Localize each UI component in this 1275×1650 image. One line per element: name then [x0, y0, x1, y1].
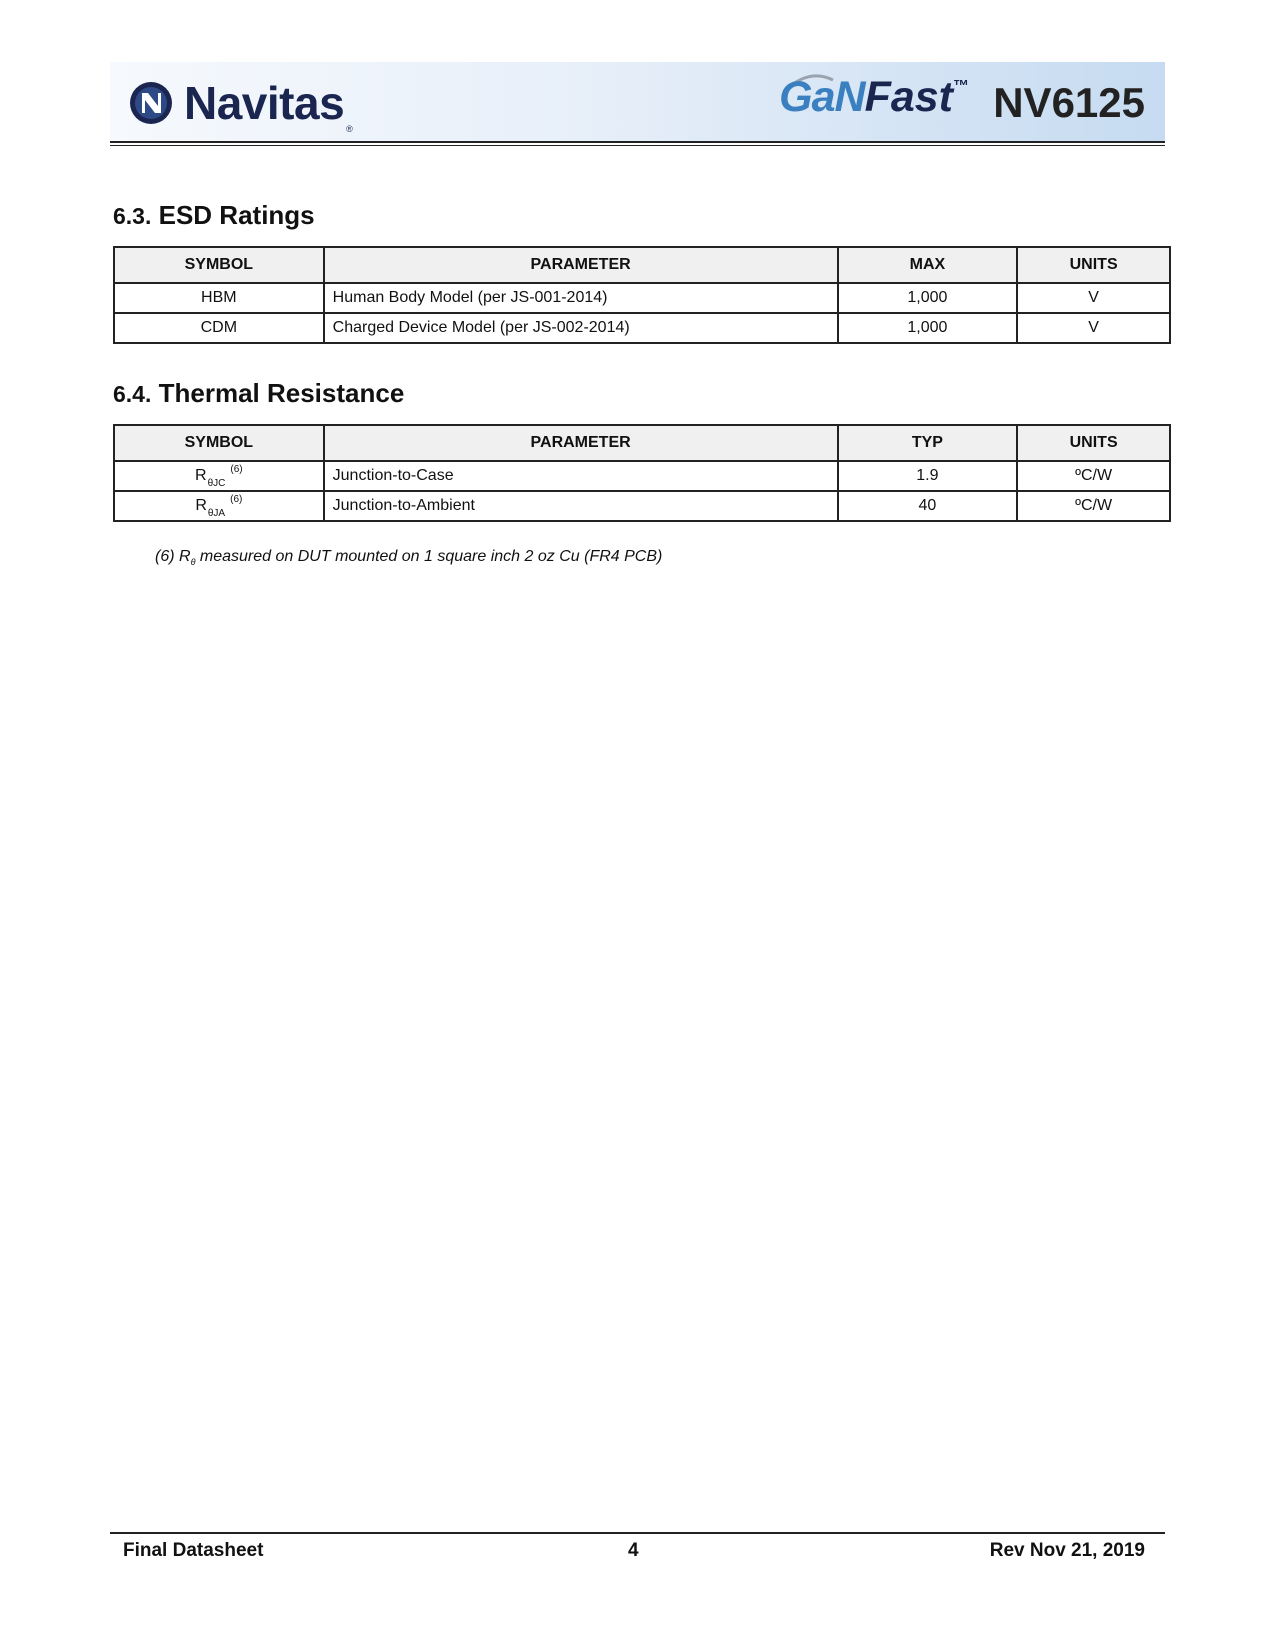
cell-units: ºC/W [1017, 491, 1170, 521]
column-header-units: UNITS [1017, 425, 1170, 461]
column-header-parameter: PARAMETER [324, 425, 838, 461]
navitas-logo [128, 77, 353, 134]
footnote-text: measured on DUT mounted on 1 square inch 2 oz Cu (FR4 PCB) [195, 548, 663, 565]
cell-max: 1,000 [838, 283, 1018, 313]
navitas-logo-text: Navitas [184, 77, 345, 129]
cell-max: 1,000 [838, 313, 1018, 343]
thermal-resistance-table [113, 424, 1171, 522]
esd-ratings-table [113, 246, 1171, 344]
table-row [114, 491, 1170, 521]
cell-symbol [114, 461, 324, 491]
column-header-units: UNITS [1017, 247, 1170, 283]
esd-section-number: 6.3. [113, 203, 152, 229]
cell-units: V [1017, 283, 1170, 313]
table-header-row [114, 247, 1170, 283]
footer-rule [110, 1532, 1165, 1534]
trademark-mark: ™ [953, 78, 969, 95]
esd-section-title: ESD Ratings [158, 200, 315, 230]
cell-units: V [1017, 313, 1170, 343]
ganfast-logo [779, 73, 969, 121]
cell-typ: 1.9 [838, 461, 1018, 491]
cell-typ: 40 [838, 491, 1018, 521]
table-row [114, 313, 1170, 343]
column-header-symbol: SYMBOL [114, 247, 324, 283]
table-header-row [114, 425, 1170, 461]
cell-parameter: Human Body Model (per JS-001-2014) [324, 283, 838, 313]
symbol-footnote-ref: (6) [230, 494, 243, 505]
cell-symbol: CDM [114, 313, 324, 343]
thermal-section-heading [113, 378, 404, 409]
header-rule [110, 141, 1165, 143]
symbol-main: R [195, 497, 207, 514]
footnote-prefix: (6) R [155, 548, 191, 565]
symbol-main: R [195, 467, 207, 484]
header-rule-thin [110, 145, 1165, 146]
cell-parameter: Charged Device Model (per JS-002-2014) [324, 313, 838, 343]
cell-parameter: Junction-to-Ambient [324, 491, 838, 521]
cell-parameter: Junction-to-Case [324, 461, 838, 491]
ganfast-gan: GaN [779, 73, 865, 121]
footnote [155, 548, 662, 566]
table-row [114, 283, 1170, 313]
esd-section-heading [113, 200, 315, 231]
cell-units: ºC/W [1017, 461, 1170, 491]
table-row [114, 461, 1170, 491]
column-header-typ: TYP [838, 425, 1018, 461]
footer-doc-status: Final Datasheet [123, 1540, 264, 1561]
thermal-section-number: 6.4. [113, 381, 152, 407]
symbol-footnote-ref: (6) [230, 464, 243, 475]
cell-symbol: HBM [114, 283, 324, 313]
thermal-section-title: Thermal Resistance [158, 378, 405, 408]
footer-page-number: 4 [628, 1540, 639, 1561]
column-header-max: MAX [838, 247, 1018, 283]
header-banner [110, 62, 1165, 142]
navitas-logo-icon [128, 80, 174, 126]
column-header-parameter: PARAMETER [324, 247, 838, 283]
symbol-subscript: θJA [207, 508, 226, 519]
registered-mark: ® [346, 124, 353, 134]
footnote-subscript: θ [190, 557, 196, 567]
ganfast-fast: Fast [864, 73, 953, 121]
footer-revision: Rev Nov 21, 2019 [989, 1540, 1145, 1561]
symbol-subscript: θJC [207, 478, 226, 489]
cell-symbol [114, 491, 324, 521]
part-number: NV6125 [993, 79, 1145, 126]
column-header-symbol: SYMBOL [114, 425, 324, 461]
